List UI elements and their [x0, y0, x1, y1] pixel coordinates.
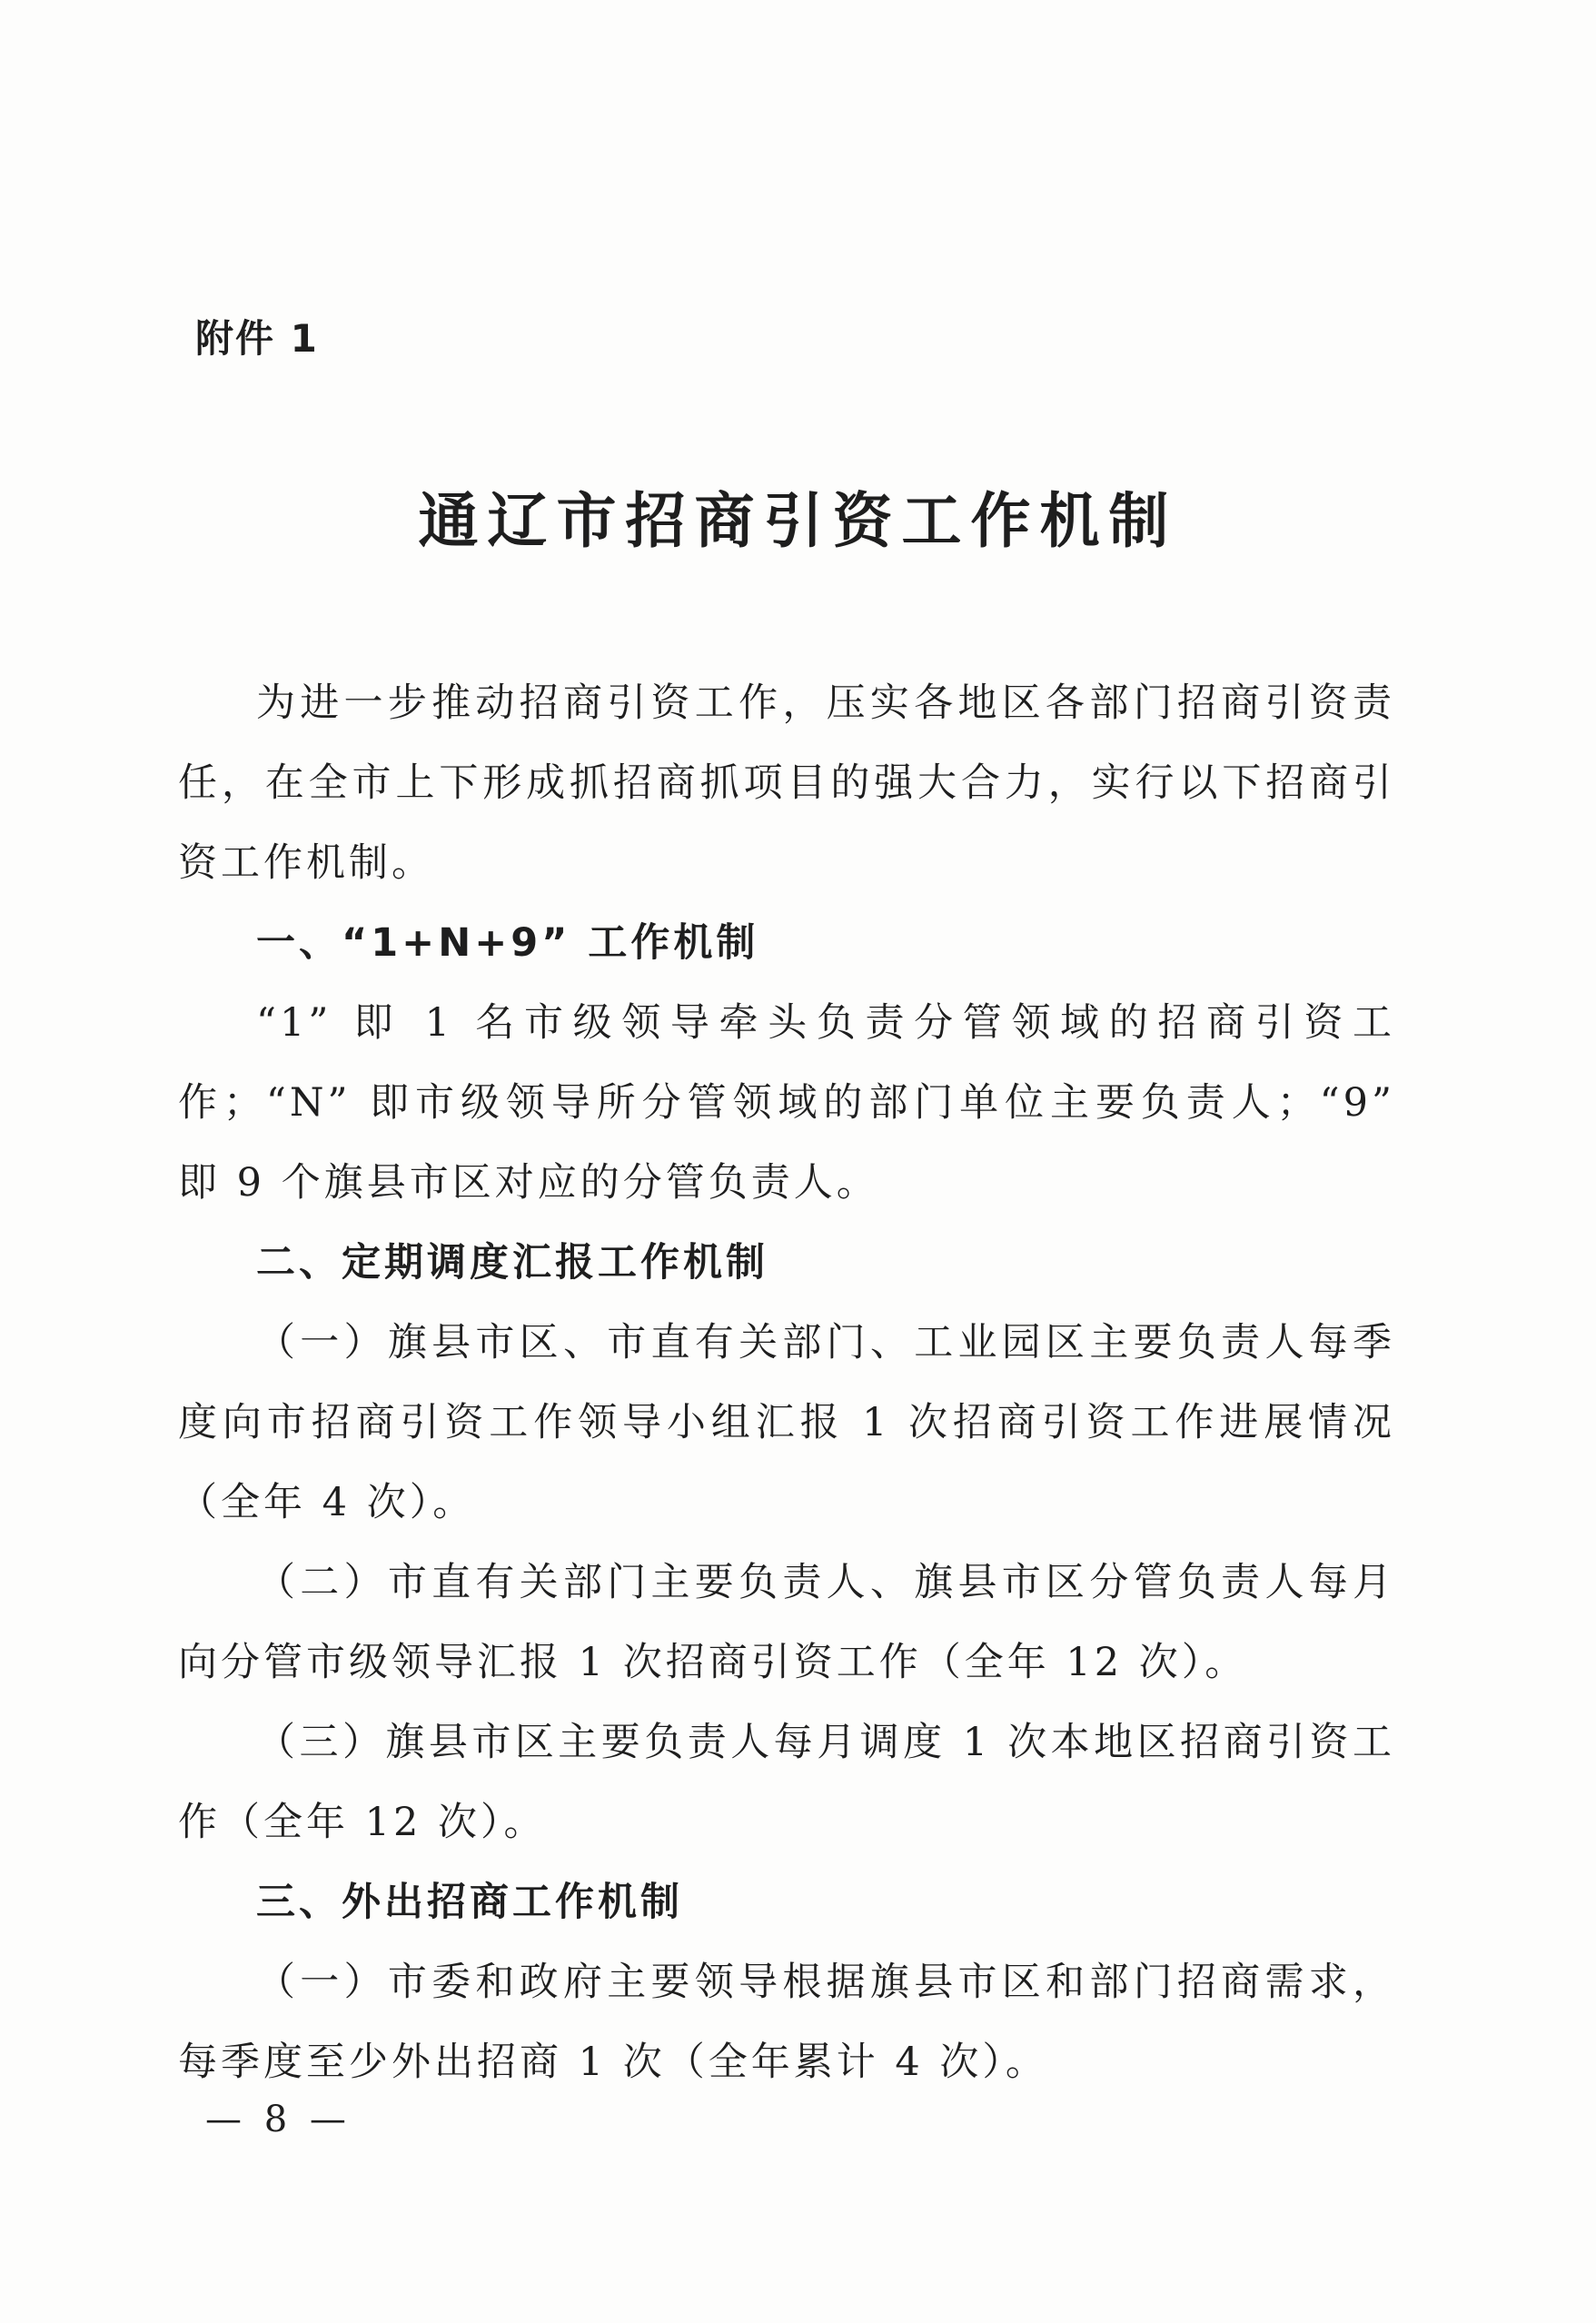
section-2-item-2: （二）市直有关部门主要负责人、旗县市区分管负责人每月向分管市级领导汇报 1 次招商引资工作（全年 12 次）。 [178, 1560, 1395, 1685]
section-2-item-1: （一）旗县市区、市直有关部门、工业园区主要负责人每季度向市招商引资工作领导小组汇报 1 次招商引资工作进展情况（全年 4 次）。 [178, 1320, 1395, 1525]
section-1-heading: 一、“1+N+9” 工作机制 [256, 920, 759, 966]
section-3-item-1: （一）市委和政府主要领导根据旗县市区和部门招商需求，每季度至少外出招商 1 次（全年累计 4 次）。 [178, 1960, 1395, 2085]
section-2-item-3: （三）旗县市区主要负责人每月调度 1 次本地区招商引资工作（全年 12 次）。 [178, 1720, 1395, 1845]
document-body [178, 663, 1395, 2102]
intro-paragraph: 为进一步推动招商引资工作，压实各地区各部门招商引资责任，在全市上下形成抓招商抓项目的强大合力，实行以下招商引资工作机制。 [178, 680, 1395, 886]
section-3-heading: 三、外出招商工作机制 [256, 1880, 683, 1925]
page-number: — 8 — [205, 2099, 352, 2140]
section-2-heading: 二、定期调度汇报工作机制 [256, 1240, 768, 1286]
section-1-paragraph: “1” 即 1 名市级领导牵头负责分管领域的招商引资工作；“N” 即市级领导所分管领域的部门单位主要负责人；“9” 即 9 个旗县市区对应的分管负责人。 [178, 1000, 1395, 1206]
document-title: 通辽市招商引资工作机制 [418, 486, 1178, 556]
attachment-label: 附件 1 [195, 316, 319, 361]
